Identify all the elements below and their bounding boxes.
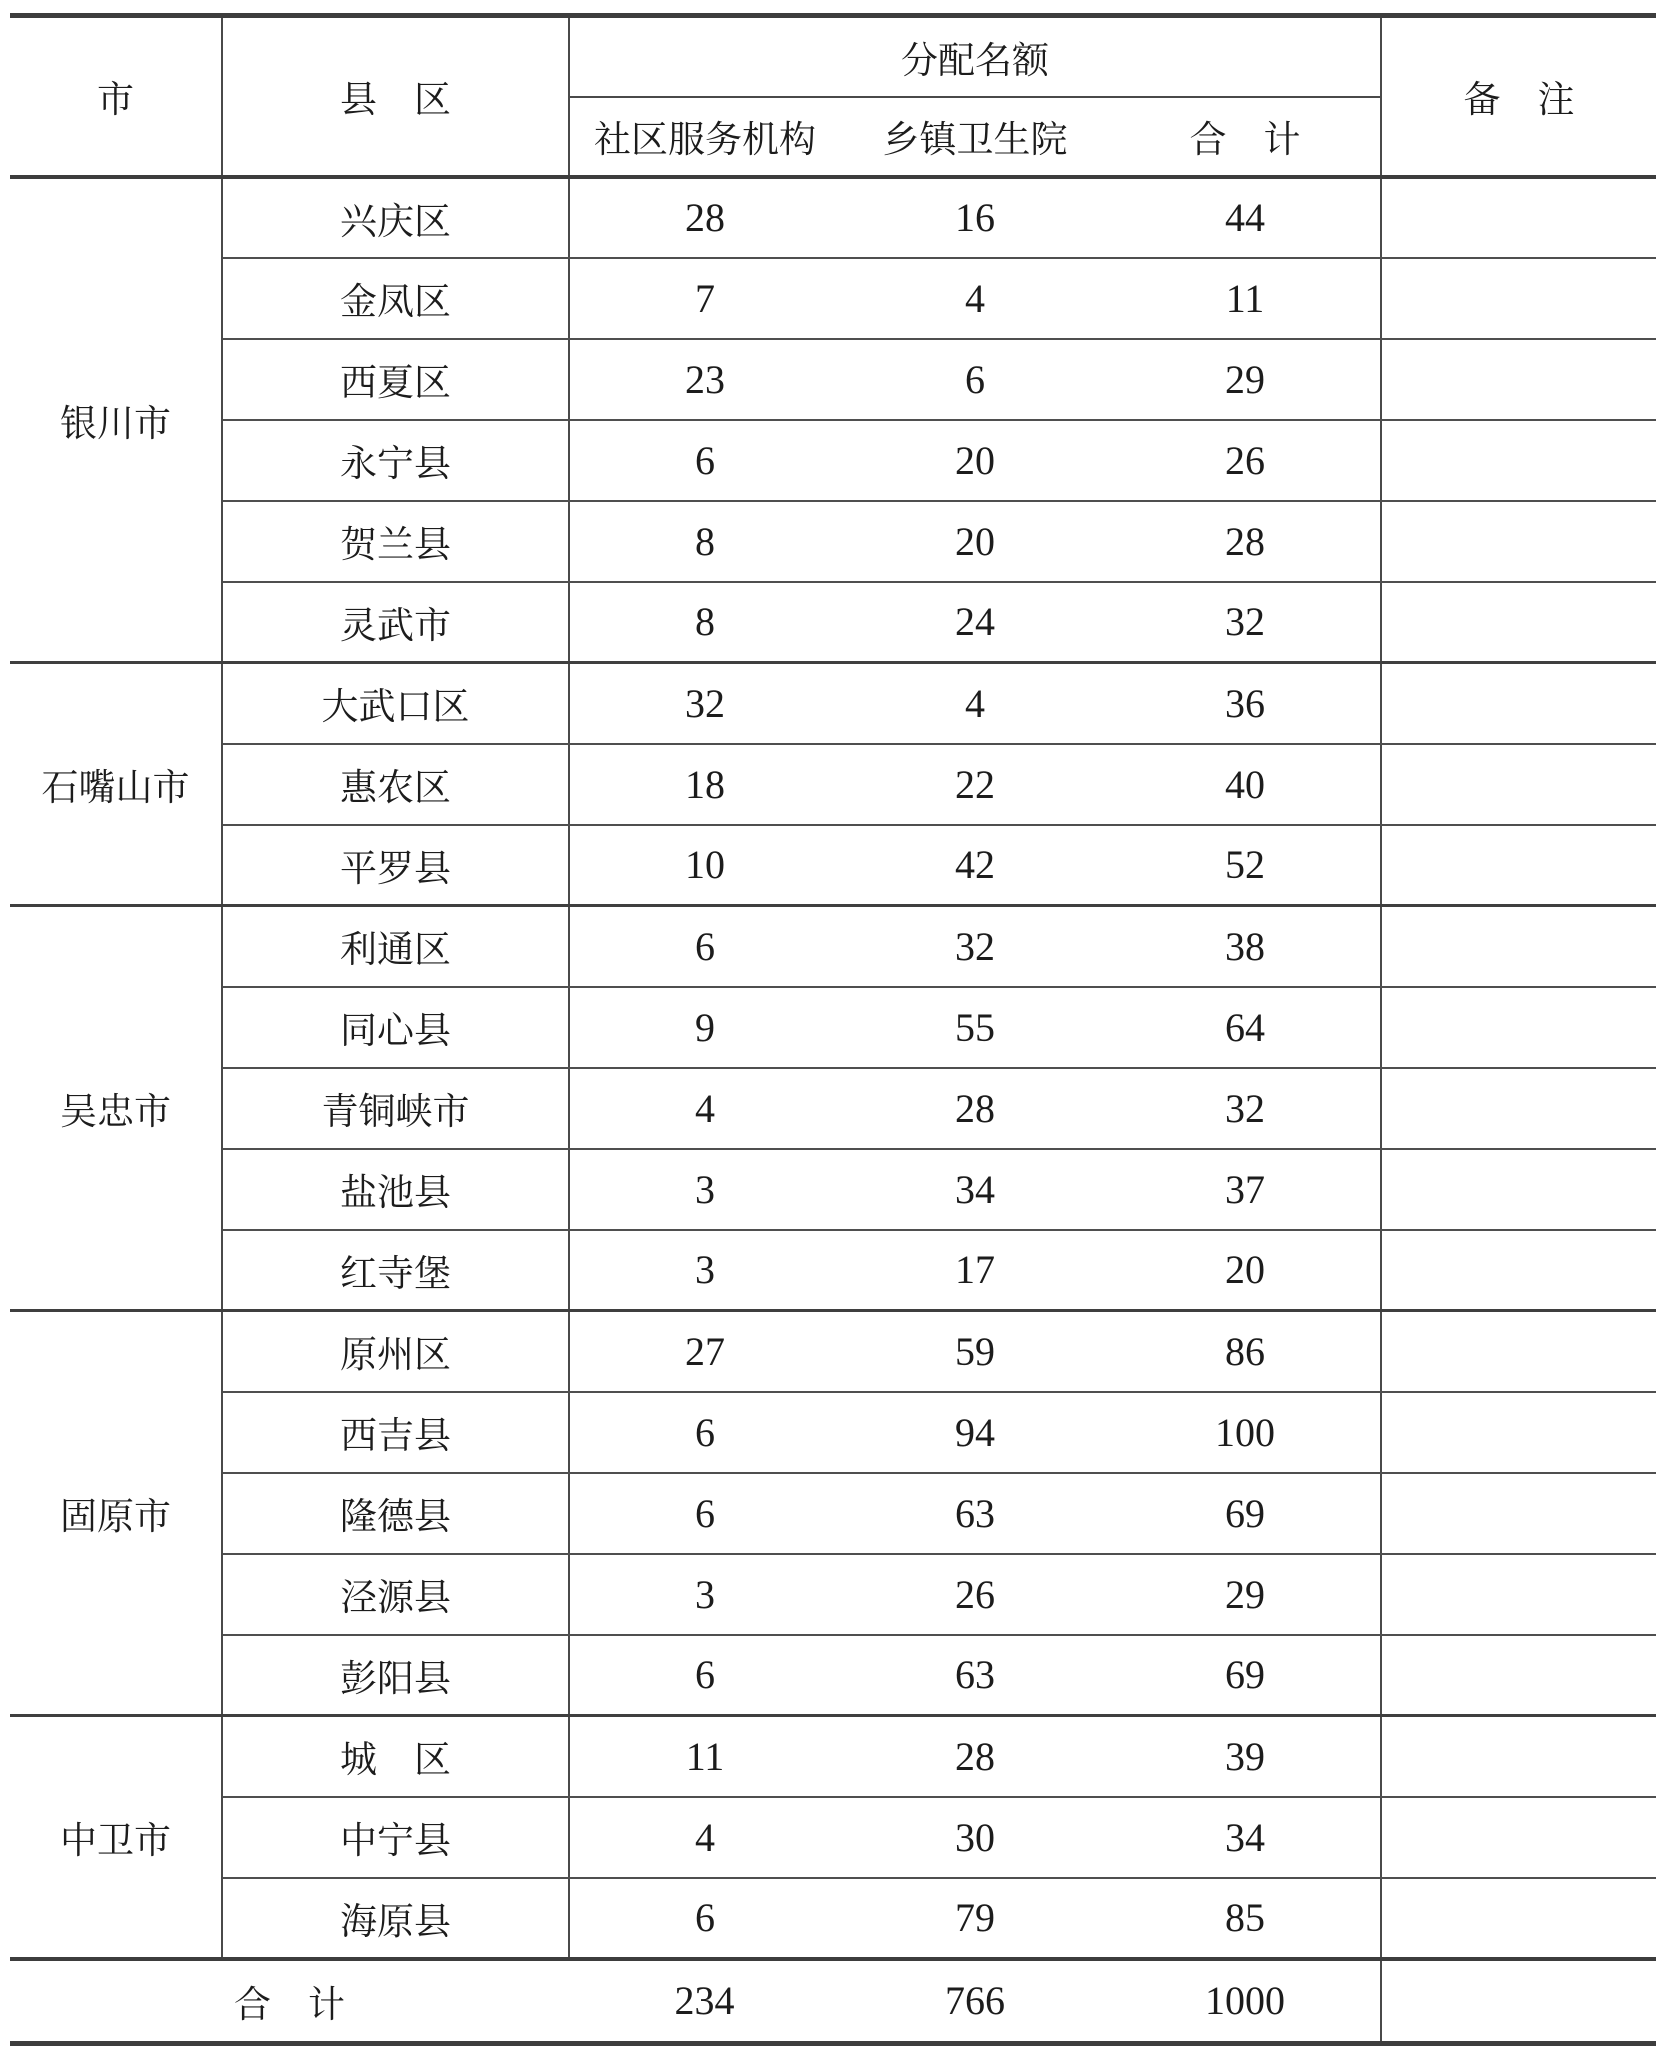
county-cell: 同心县	[222, 987, 569, 1068]
community-value: 32	[569, 663, 840, 744]
table-row	[10, 987, 1656, 1068]
township-value: 4	[840, 258, 1110, 339]
table-row	[10, 501, 1656, 582]
remark-cell	[1381, 1068, 1656, 1149]
community-value: 6	[569, 1473, 840, 1554]
community-value: 6	[569, 420, 840, 501]
township-value: 6	[840, 339, 1110, 420]
quota-table	[10, 13, 1656, 2046]
table-row	[10, 825, 1656, 906]
township-value: 24	[840, 582, 1110, 663]
total-value: 28	[1110, 501, 1381, 582]
table-row	[10, 663, 1656, 744]
table-row	[10, 1068, 1656, 1149]
township-value: 20	[840, 501, 1110, 582]
county-cell: 青铜峡市	[222, 1068, 569, 1149]
county-cell: 泾源县	[222, 1554, 569, 1635]
remark-cell	[1381, 663, 1656, 744]
county-cell: 兴庆区	[222, 177, 569, 258]
total-value: 20	[1110, 1230, 1381, 1311]
remark-cell	[1381, 1230, 1656, 1311]
header-quota-group: 分配名额	[569, 16, 1381, 97]
header-remark: 备 注	[1381, 16, 1656, 177]
county-cell: 红寺堡	[222, 1230, 569, 1311]
township-value: 42	[840, 825, 1110, 906]
total-value: 11	[1110, 258, 1381, 339]
header-community-institutions: 社区服务机构	[569, 97, 840, 177]
header-city: 市	[10, 16, 222, 177]
township-value: 63	[840, 1473, 1110, 1554]
remark-cell	[1381, 1149, 1656, 1230]
total-value: 39	[1110, 1716, 1381, 1797]
grand-total-sum: 1000	[1110, 1959, 1381, 2044]
community-value: 4	[569, 1797, 840, 1878]
total-value: 44	[1110, 177, 1381, 258]
township-value: 17	[840, 1230, 1110, 1311]
table-footer	[10, 1959, 1656, 2044]
table-header	[10, 16, 1656, 177]
community-value: 4	[569, 1068, 840, 1149]
total-value: 100	[1110, 1392, 1381, 1473]
remark-cell	[1381, 258, 1656, 339]
total-value: 29	[1110, 1554, 1381, 1635]
table-row	[10, 258, 1656, 339]
township-value: 28	[840, 1068, 1110, 1149]
remark-cell	[1381, 906, 1656, 987]
city-cell: 银川市	[10, 177, 222, 663]
group-wuzhong	[10, 906, 1656, 1311]
township-value: 16	[840, 177, 1110, 258]
township-value: 79	[840, 1878, 1110, 1959]
total-value: 37	[1110, 1149, 1381, 1230]
table-row	[10, 1149, 1656, 1230]
header-township-clinics: 乡镇卫生院	[840, 97, 1110, 177]
table-row	[10, 177, 1656, 258]
city-cell: 中卫市	[10, 1716, 222, 1959]
remark-cell	[1381, 582, 1656, 663]
total-value: 52	[1110, 825, 1381, 906]
township-value: 28	[840, 1716, 1110, 1797]
remark-cell	[1381, 1311, 1656, 1392]
remark-cell	[1381, 1635, 1656, 1716]
community-value: 27	[569, 1311, 840, 1392]
table-row	[10, 1230, 1656, 1311]
table-row	[10, 1392, 1656, 1473]
community-value: 3	[569, 1554, 840, 1635]
county-cell: 彭阳县	[222, 1635, 569, 1716]
header-county: 县 区	[222, 16, 569, 177]
community-value: 28	[569, 177, 840, 258]
community-value: 9	[569, 987, 840, 1068]
remark-cell	[1381, 1878, 1656, 1959]
total-value: 40	[1110, 744, 1381, 825]
table-row	[10, 1554, 1656, 1635]
group-guyuan	[10, 1311, 1656, 1716]
county-cell: 灵武市	[222, 582, 569, 663]
remark-cell	[1381, 1473, 1656, 1554]
total-value: 64	[1110, 987, 1381, 1068]
total-value: 36	[1110, 663, 1381, 744]
table-row	[10, 744, 1656, 825]
remark-cell	[1381, 825, 1656, 906]
remark-cell	[1381, 501, 1656, 582]
remark-cell	[1381, 339, 1656, 420]
grand-total-label: 合 计	[10, 1959, 569, 2044]
group-zhongwei	[10, 1716, 1656, 1959]
table-row	[10, 906, 1656, 987]
group-shizuishan	[10, 663, 1656, 906]
remark-cell	[1381, 1797, 1656, 1878]
community-value: 11	[569, 1716, 840, 1797]
table-row	[10, 1311, 1656, 1392]
total-value: 34	[1110, 1797, 1381, 1878]
county-cell: 利通区	[222, 906, 569, 987]
total-value: 32	[1110, 582, 1381, 663]
community-value: 3	[569, 1230, 840, 1311]
county-cell: 西夏区	[222, 339, 569, 420]
grand-total-community: 234	[569, 1959, 840, 2044]
grand-total-township: 766	[840, 1959, 1110, 2044]
remark-cell	[1381, 177, 1656, 258]
township-value: 55	[840, 987, 1110, 1068]
table-row	[10, 339, 1656, 420]
township-value: 26	[840, 1554, 1110, 1635]
remark-cell	[1381, 1716, 1656, 1797]
county-cell: 海原县	[222, 1878, 569, 1959]
township-value: 4	[840, 663, 1110, 744]
county-cell: 平罗县	[222, 825, 569, 906]
township-value: 20	[840, 420, 1110, 501]
county-cell: 中宁县	[222, 1797, 569, 1878]
group-yinchuan	[10, 177, 1656, 663]
table-row	[10, 1716, 1656, 1797]
total-value: 69	[1110, 1635, 1381, 1716]
community-value: 3	[569, 1149, 840, 1230]
city-cell: 石嘴山市	[10, 663, 222, 906]
remark-cell	[1381, 1959, 1656, 2044]
total-value: 69	[1110, 1473, 1381, 1554]
county-cell: 贺兰县	[222, 501, 569, 582]
table-row	[10, 1473, 1656, 1554]
table-row	[10, 420, 1656, 501]
county-cell: 金凤区	[222, 258, 569, 339]
table-row	[10, 1878, 1656, 1959]
county-cell: 西吉县	[222, 1392, 569, 1473]
total-value: 29	[1110, 339, 1381, 420]
township-value: 30	[840, 1797, 1110, 1878]
township-value: 63	[840, 1635, 1110, 1716]
community-value: 6	[569, 906, 840, 987]
community-value: 7	[569, 258, 840, 339]
community-value: 6	[569, 1392, 840, 1473]
county-cell: 原州区	[222, 1311, 569, 1392]
total-value: 85	[1110, 1878, 1381, 1959]
header-subtotal: 合 计	[1110, 97, 1381, 177]
total-value: 86	[1110, 1311, 1381, 1392]
table-row	[10, 582, 1656, 663]
total-value: 38	[1110, 906, 1381, 987]
community-value: 8	[569, 582, 840, 663]
city-cell: 固原市	[10, 1311, 222, 1716]
total-value: 26	[1110, 420, 1381, 501]
county-cell: 大武口区	[222, 663, 569, 744]
township-value: 94	[840, 1392, 1110, 1473]
table-row	[10, 1635, 1656, 1716]
city-cell: 吴忠市	[10, 906, 222, 1311]
table-row	[10, 1797, 1656, 1878]
county-cell: 城 区	[222, 1716, 569, 1797]
remark-cell	[1381, 987, 1656, 1068]
township-value: 59	[840, 1311, 1110, 1392]
county-cell: 隆德县	[222, 1473, 569, 1554]
remark-cell	[1381, 1554, 1656, 1635]
total-value: 32	[1110, 1068, 1381, 1149]
community-value: 10	[569, 825, 840, 906]
remark-cell	[1381, 420, 1656, 501]
total-row	[10, 1959, 1656, 2044]
county-cell: 盐池县	[222, 1149, 569, 1230]
township-value: 22	[840, 744, 1110, 825]
community-value: 6	[569, 1878, 840, 1959]
township-value: 34	[840, 1149, 1110, 1230]
remark-cell	[1381, 1392, 1656, 1473]
community-value: 18	[569, 744, 840, 825]
county-cell: 永宁县	[222, 420, 569, 501]
community-value: 6	[569, 1635, 840, 1716]
remark-cell	[1381, 744, 1656, 825]
township-value: 32	[840, 906, 1110, 987]
county-cell: 惠农区	[222, 744, 569, 825]
community-value: 8	[569, 501, 840, 582]
community-value: 23	[569, 339, 840, 420]
